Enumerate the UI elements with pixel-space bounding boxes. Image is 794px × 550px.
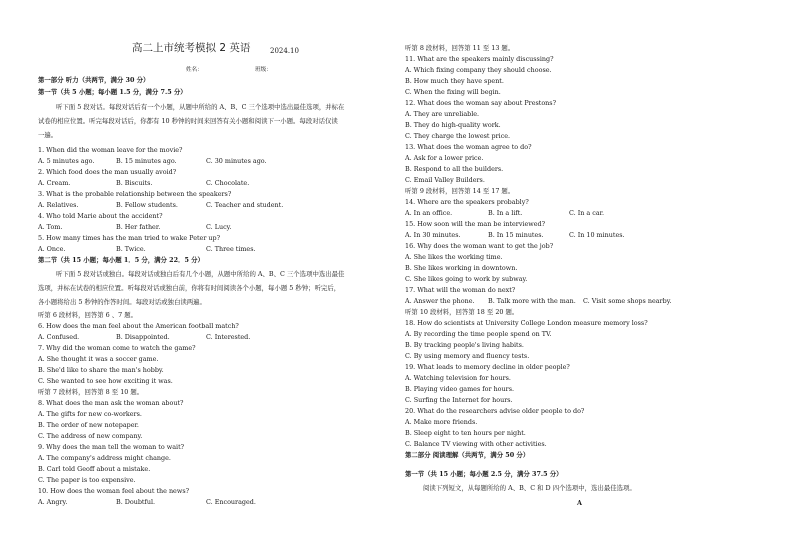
paper-title: 高二上市统考模拟 2 英语 xyxy=(132,42,251,54)
section1-instruction: 试卷的相应位置。听完每段对话后，你都有 10 秒钟的时间来回答有关小题和阅读下一小题。每段对话仅读 xyxy=(38,117,338,125)
option-c: C. Lucy. xyxy=(206,223,232,231)
section3-heading: 第一节（共 15 小题；每小题 2.5 分，满分 37.5 分） xyxy=(405,470,563,478)
question-14: 14. Where are the speakers probably? xyxy=(405,198,529,206)
question-18: 18. How do scientists at University College London measure memory loss? xyxy=(405,319,648,327)
option-a: A. Confused. xyxy=(38,333,80,341)
question-2: 2. Which food does the man usually avoid? xyxy=(38,168,177,176)
question-20: 20. What do the researchers advise older people to do? xyxy=(405,407,585,415)
option-b: B. She likes working in downtown. xyxy=(405,264,518,272)
question-19: 19. What leads to memory decline in older people? xyxy=(405,363,570,371)
material-10-heading: 听第 10 段材料，回答第 18 至 20 题。 xyxy=(405,308,519,316)
option-c: C. Email Valley Builders. xyxy=(405,176,485,184)
option-b: B. In 15 minutes. xyxy=(488,231,544,239)
question-12: 12. What does the woman say about Prestons? xyxy=(405,99,557,107)
exam-date: 2024.10 xyxy=(270,47,299,55)
option-b: B. The order of new notepaper. xyxy=(38,421,139,429)
name-label: 姓名： xyxy=(186,67,203,73)
section2-heading: 第二节（共 15 小题；每小题 1．5 分，满分 22．5 分） xyxy=(38,256,204,264)
option-b: B. Playing video games for hours. xyxy=(405,385,515,393)
option-a: A. Once. xyxy=(38,245,66,253)
question-13: 13. What does the woman agree to do? xyxy=(405,143,532,151)
option-b: B. Talk more with the man. xyxy=(488,297,576,305)
option-a: A. Relatives. xyxy=(38,201,79,209)
option-c: C. In 10 minutes. xyxy=(569,231,625,239)
material-9-heading: 听第 9 段材料，回答第 14 至 17 题。 xyxy=(405,187,515,195)
option-a: A. The company's address might change. xyxy=(38,454,171,462)
option-a: A. Make more friends. xyxy=(405,418,478,426)
option-c: C. Visit some shops nearby. xyxy=(583,297,672,305)
section1-instruction: 听下面 5 段对话。每段对话后有一个小题，从题中所给的 A、B、C 三个选项中选出最佳选项，并标在 xyxy=(56,103,345,111)
option-b: B. Sleep eight to ten hours per night. xyxy=(405,429,526,437)
option-b: B. Twice. xyxy=(116,245,146,253)
question-17: 17. What will the woman do next? xyxy=(405,286,516,294)
option-c: C. She wanted to see how exciting it was. xyxy=(38,377,173,385)
option-c: C. They charge the lowest price. xyxy=(405,132,511,140)
question-11: 11. What are the speakers mainly discussing? xyxy=(405,55,554,63)
question-1: 1. When did the woman leave for the movie? xyxy=(38,146,183,154)
option-b: B. In a lift. xyxy=(488,209,523,217)
option-b: B. She'd like to share the man's hobby. xyxy=(38,366,164,374)
question-9: 9. Why does the man tell the woman to wait? xyxy=(38,443,185,451)
passage-label: A xyxy=(577,499,582,507)
option-a: A. The gifts for new co-workers. xyxy=(38,410,142,418)
option-c: C. The address of new company. xyxy=(38,432,143,440)
option-a: A. Watching television for hours. xyxy=(405,374,511,382)
section2-instruction: 听下面 5 段对话或独白。每段对话或独白后有几个小题，从题中所给的 A、B、C 三个选项中选出最佳 xyxy=(56,270,345,278)
section3-instruction: 阅读下列短文，从每题所给的 A、B、C 和 D 四个选项中，选出最佳选项。 xyxy=(423,484,636,492)
part2-heading: 第二部分 阅读理解（共两节，满分 50 分） xyxy=(405,451,530,459)
option-b: B. Her father. xyxy=(116,223,161,231)
question-5: 5. How many times has the man tried to wake Peter up? xyxy=(38,234,221,242)
section2-instruction: 各小题将给出 5 秒钟的作答时间。每段对话或独白读两遍。 xyxy=(38,298,206,306)
option-a: A. In 30 minutes. xyxy=(405,231,461,239)
option-a: A. Tom. xyxy=(38,223,63,231)
option-c: C. When the fixing will begin. xyxy=(405,88,501,96)
option-b: B. Disappointed. xyxy=(116,333,170,341)
option-a: A. Which fixing company they should choose. xyxy=(405,66,552,74)
question-8: 8. What does the man ask the woman about? xyxy=(38,399,184,407)
option-c: C. 30 minutes ago. xyxy=(206,157,267,165)
option-a: A. 5 minutes ago. xyxy=(38,157,95,165)
option-c: C. Three times. xyxy=(206,245,256,253)
option-b: B. Fellow students. xyxy=(116,201,178,209)
option-c: C. The paper is too expensive. xyxy=(38,476,136,484)
option-a: A. She likes the working time. xyxy=(405,253,503,261)
material-7-heading: 听第 7 段材料，回答第 8 至 10 题。 xyxy=(38,388,144,396)
option-c: C. By using memory and fluency tests. xyxy=(405,352,530,360)
option-b: B. By tracking people's living habits. xyxy=(405,341,524,349)
material-6-heading: 听第 6 段材料，回答第 6 、7 题。 xyxy=(38,311,138,319)
option-c: C. Surfing the Internet for hours. xyxy=(405,396,513,404)
option-b: B. 15 minutes ago. xyxy=(116,157,177,165)
option-a: A. Cream. xyxy=(38,179,71,187)
question-6: 6. How does the man feel about the American football match? xyxy=(38,322,239,330)
option-b: B. They do high-quality work. xyxy=(405,121,501,129)
question-3: 3. What is the probable relationship between the speakers? xyxy=(38,190,232,198)
option-a: A. They are unreliable. xyxy=(405,110,480,118)
option-a: A. Angry. xyxy=(38,498,68,506)
question-7: 7. Why did the woman come to watch the game? xyxy=(38,344,196,352)
option-a: A. Ask for a lower price. xyxy=(405,154,484,162)
option-a: A. Answer the phone. xyxy=(405,297,475,305)
option-c: C. Encouraged. xyxy=(206,498,256,506)
question-4: 4. Who told Marie about the accident? xyxy=(38,212,163,220)
option-c: C. Balance TV viewing with other activities. xyxy=(405,440,547,448)
option-a: A. By recording the time people spend on TV. xyxy=(405,330,552,338)
option-c: C. Teacher and student. xyxy=(206,201,284,209)
material-8-heading: 听第 8 段材料，回答第 11 至 13 题。 xyxy=(405,44,515,52)
question-10: 10. How does the woman feel about the news? xyxy=(38,487,190,495)
option-b: B. Carl told Geoff about a mistake. xyxy=(38,465,151,473)
option-b: B. Respond to all the builders. xyxy=(405,165,504,173)
option-a: A. In an office. xyxy=(405,209,453,217)
option-c: C. In a car. xyxy=(569,209,605,217)
question-15: 15. How soon will the man be interviewed? xyxy=(405,220,546,228)
option-c: C. Interested. xyxy=(206,333,251,341)
option-c: C. She likes going to work by subway. xyxy=(405,275,528,283)
part1-heading: 第一部分 听力（共两节，满分 30 分） xyxy=(38,76,150,84)
option-a: A. She thought it was a soccer game. xyxy=(38,355,159,363)
option-b: B. How much they have spent. xyxy=(405,77,504,85)
question-16: 16. Why does the woman want to get the job? xyxy=(405,242,554,250)
section2-instruction: 选项，并标在试卷的相应位置。听每段对话或独白前，你将有时间阅读各个小题，每小题 5 秒钟；听完后， xyxy=(38,284,341,292)
option-c: C. Chocolate. xyxy=(206,179,250,187)
option-b: B. Doubtful. xyxy=(116,498,156,506)
class-label: 班级： xyxy=(255,67,272,73)
option-b: B. Biscuits. xyxy=(116,179,153,187)
section1-heading: 第一节（共 5 小题；每小题 1.5 分，满分 7.5 分） xyxy=(38,88,187,96)
section1-instruction: 一遍。 xyxy=(38,131,58,139)
